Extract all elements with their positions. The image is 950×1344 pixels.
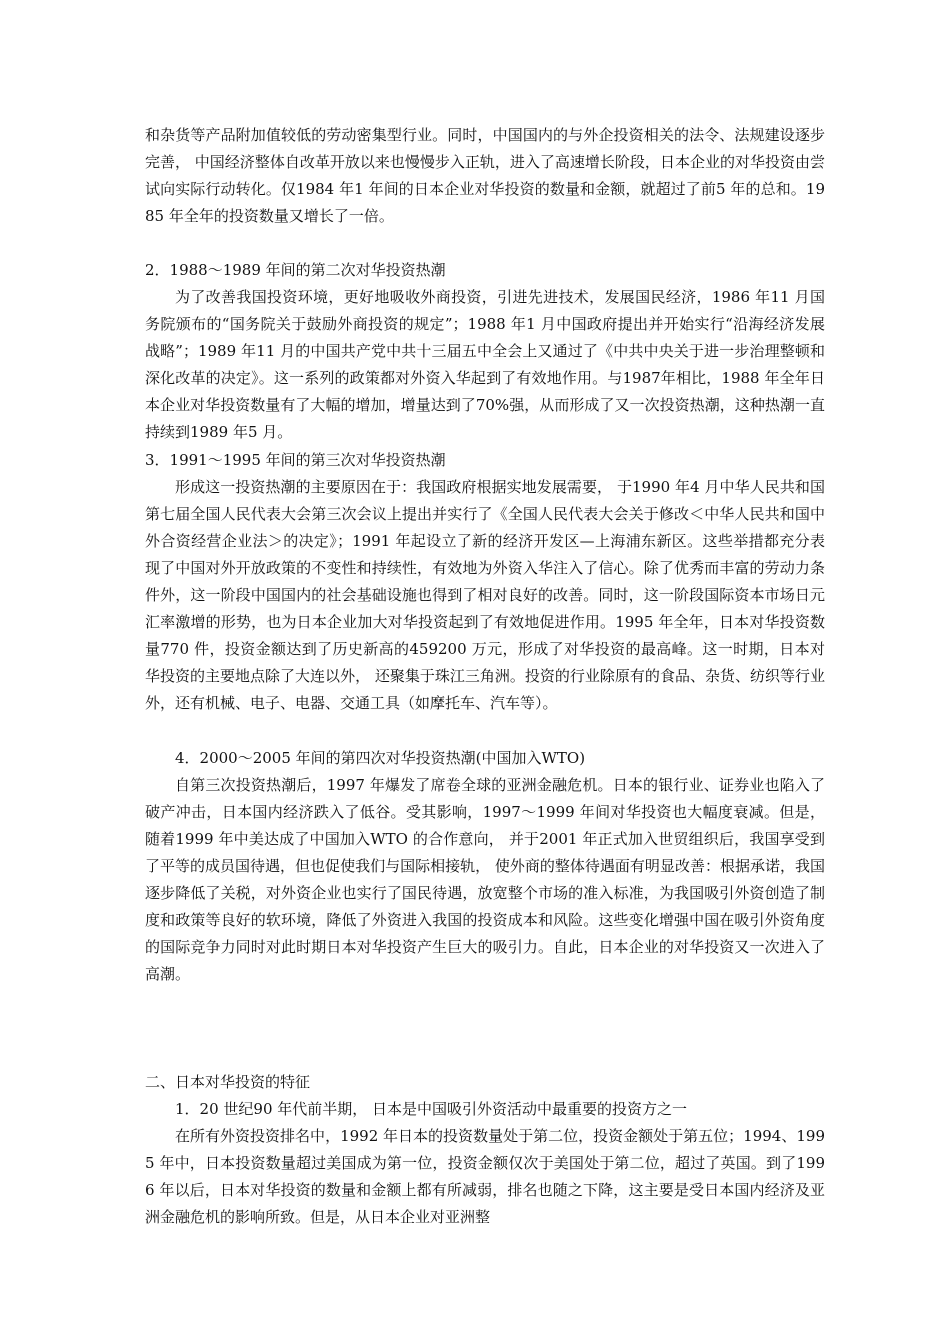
section-4-heading: 4．2000～2005 年间的第四次对华投资热潮(中国加入WTO) [175,749,586,767]
section-4-body [145,772,825,988]
section-2-paragraph: 为了改善我国投资环境，更好地吸收外商投资，引进先进技术，发展国民经济，1986 年11 月国务院颁布的“国务院关于鼓励外商投资的规定”；1988 年1 月中国政府提出并开始实行“沿海经济发展战略”；1989 年11 月的中国共产党中共十三届五中全会上又通过了《中共中央关于进一步治理整顿和深化改革的决定》。这一系列的政策都对外资入华起到了有效地作用。与1987年相比，1988 年全年日本企业对华投资数量有了大幅的增加，增量达到了70%强，从而形成了又一次投资热潮，这种热潮一直持续到1989 年5 月。 [145,288,825,441]
section-2-heading: 2．1988～1989 年间的第二次对华投资热潮 [145,261,446,279]
intro-paragraph-text: 和杂货等产品附加值较低的劳动密集型行业。同时，中国国内的与外企投资相关的法令、法规建设逐步完善， 中国经济整体自改革开放以来也慢慢步入正轨，进入了高速增长阶段，日本企业的对华投资由尝试向实际行动转化。仅1984 年1 年间的日本企业对华投资的数量和金额，就超过了前5 年的总和。1985 年全年的投资数量又增长了一倍。 [145,126,825,225]
section-4-paragraph: 自第三次投资热潮后，1997 年爆发了席卷全球的亚洲金融危机。日本的银行业、证券业也陷入了破产冲击，日本国内经济跌入了低谷。受其影响，1997～1999 年间对华投资也大幅度衰减。但是， 随着1999 年中美达成了中国加入WTO 的合作意向， 并于2001 年正式加入世贸组织后，我国享受到了平等的成员国待遇，但也促使我们与国际相接轨， 使外商的整体待遇面有明显改善：根据承诺，我国逐步降低了关税，对外资企业也实行了国民待遇，放宽整个市场的准入标准，为我国吸引外资创造了制度和政策等良好的软环境，降低了外资进入我国的投资成本和风险。这些变化增强中国在吸引外资角度的国际竞争力同时对此时期日本对华投资产生巨大的吸引力。自此，日本企业的对华投资又一次进入了高潮。 [145,776,825,983]
part-2-paragraph: 在所有外资投资排名中，1992 年日本的投资数量处于第二位，投资金额处于第五位；1994、1995 年中，日本投资数量超过美国成为第一位，投资金额仅次于美国处于第二位，超过了英国。到了1996 年以后，日本对华投资的数量和金额上都有所减弱，排名也随之下降，这主要是受日本国内经济及亚洲金融危机的影响所致。但是，从日本企业对亚洲整 [145,1127,825,1226]
part-2-heading: 二、日本对华投资的特征 [145,1073,311,1091]
intro-paragraph [145,122,825,230]
section-3-paragraph: 形成这一投资热潮的主要原因在于：我国政府根据实地发展需要， 于1990 年4 月中华人民共和国第七届全国人民代表大会第三次会议上提出并实行了《全国人民代表大会关于修改＜中华人民共和国中外合资经营企业法＞的决定》；1991 年起设立了新的经济开发区—上海浦东新区。这些举措都充分表现了中国对外开放政策的不变性和持续性，有效地为外资入华注入了信心。除了优秀而丰富的劳动力条件外，这一阶段中国国内的社会基础设施也得到了相对良好的改善。同时，这一阶段国际资本市场日元汇率激增的形势，也为日本企业加大对华投资起到了有效地促进作用。1995 年全年，日本对华投资数量770 件，投资金额达到了历史新高的459200 万元，形成了对华投资的最高峰。这一时期，日本对华投资的主要地点除了大连以外， 还聚集于珠江三角洲。投资的行业除原有的食品、杂货、纺织等行业外，还有机械、电子、电器、交通工具（如摩托车、汽车等）。 [145,478,825,712]
part-2-subheading: 1．20 世纪90 年代前半期， 日本是中国吸引外资活动中最重要的投资方之一 [175,1100,688,1118]
section-2-body [145,284,825,446]
section-3-heading: 3．1991～1995 年间的第三次对华投资热潮 [145,451,446,469]
part-2-body [145,1123,825,1231]
section-3-body [145,474,825,717]
